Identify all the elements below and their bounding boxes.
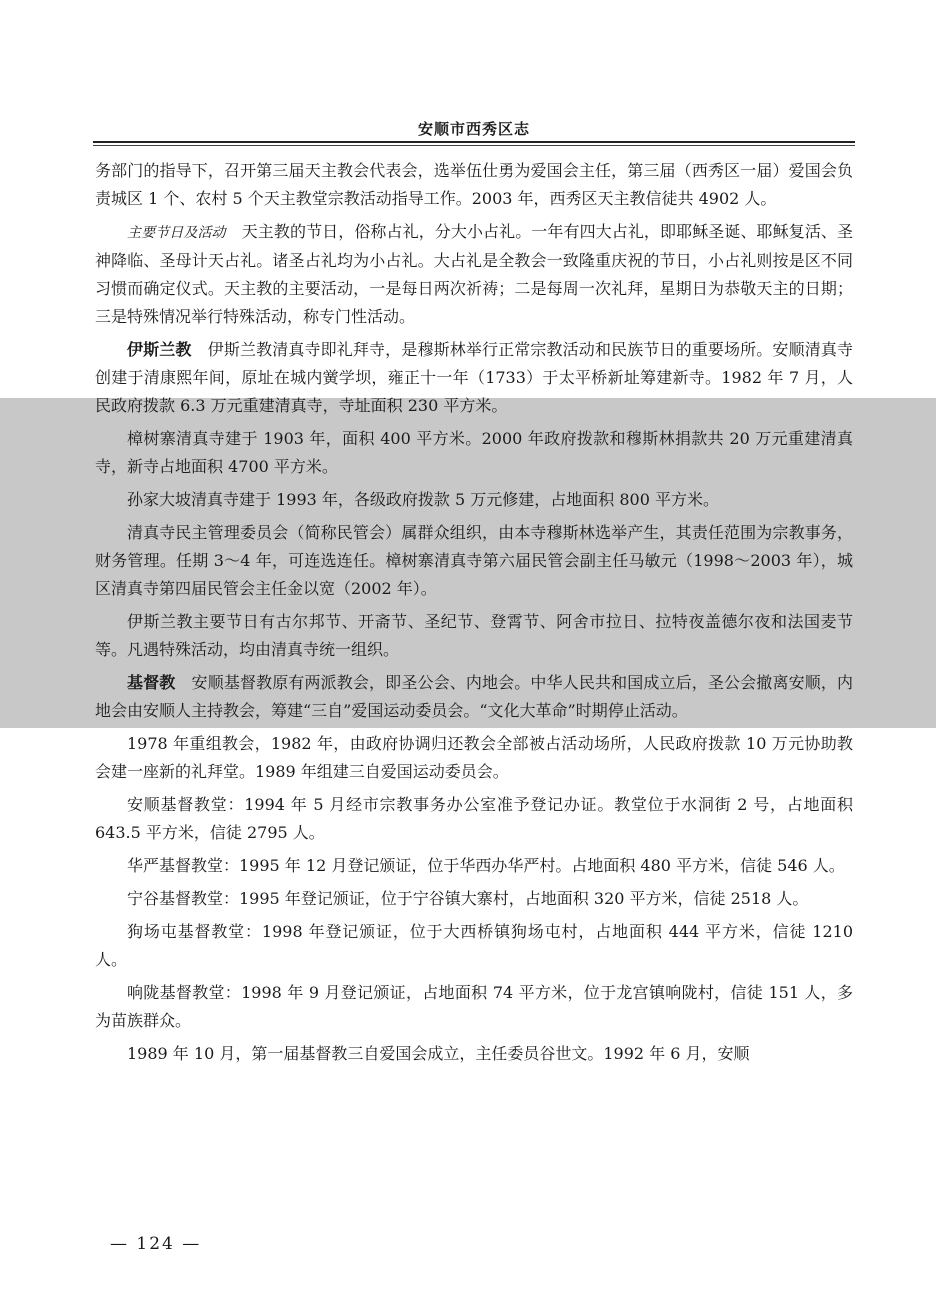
section-heading: 伊斯兰教	[127, 340, 192, 359]
paragraph: 1978 年重组教会，1982 年，由政府协调归还教会全部被占活动场所，人民政府拨款 10 万元协助教会建一座新的礼拜堂。1989 年组建三自爱国运动委员会。	[95, 734, 853, 781]
header-rule	[93, 141, 855, 143]
paragraph-islam	[95, 336, 853, 420]
paragraph: 伊斯兰教主要节日有古尔邦节、开斋节、圣纪节、登霄节、阿舍市拉日、拉特夜盖德尔夜和法国麦节等。凡遇特殊活动，均由清真寺统一组织。	[95, 612, 853, 659]
header-rule-thin	[93, 145, 855, 146]
paragraph: 孙家大坡清真寺建于 1993 年，各级政府拨款 5 万元修建，占地面积 800 平方米。	[127, 490, 719, 509]
paragraph: 1989 年 10 月，第一届基督教三自爱国会成立，主任委员谷世文。1992 年 6 月，安顺	[127, 1044, 750, 1063]
paragraph: 宁谷基督教堂：1995 年登记颁证，位于宁谷镇大寨村，占地面积 320 平方米，信徒 2518 人。	[127, 889, 809, 908]
page-number: — 124 —	[110, 1234, 202, 1254]
page-title: 安顺市西秀区志	[417, 120, 530, 138]
paragraph: 务部门的指导下，召开第三届天主教会代表会，选举伍仕勇为爱国会主任，第三届（西秀区一届）爱国会负责城区 1 个、农村 5 个天主教堂宗教活动指导工作。2003 年，西秀区天主教信徒共 4902 人。	[95, 161, 853, 208]
paragraph-text: 伊斯兰教清真寺即礼拜寺，是穆斯林举行正常宗教活动和民族节日的重要场所。安顺清真寺创建于清康熙年间，原址在城内黉学坝，雍正十一年（1733）于太平桥新址筹建新寺。1982 年 7 月，人民政府拨款 6.3 万元重建清真寺，寺址面积 230 平方米。	[95, 340, 853, 415]
paragraph: 狗场屯基督教堂：1998 年登记颁证，位于大西桥镇狗场屯村，占地面积 444 平方米，信徒 1210 人。	[95, 922, 853, 969]
paragraph: 清真寺民主管理委员会（简称民管会）属群众组织，由本寺穆斯林选举产生，其责任范围为宗教事务，财务管理。任期 3～4 年，可连选连任。樟树寨清真寺第六届民管会副主任马敏元（1998～2003 年），城区清真寺第四届民管会主任金以宽（2002 年）。	[95, 523, 853, 598]
paragraph-text: 天主教的节日，俗称占礼，分大小占礼。一年有四大占礼，即耶稣圣诞、耶稣复活、圣神降临、圣母计天占礼。诸圣占礼均为小占礼。大占礼是全教会一致隆重庆祝的节日，小占礼则按是区不同习惯而确定仪式。天主教的主要活动，一是每日两次祈祷；二是每周一次礼拜，星期日为恭敬天主的日期；三是特殊情况举行特殊活动，称专门性活动。	[95, 222, 853, 326]
paragraph-catholic-festivals	[95, 218, 853, 331]
document-body	[95, 157, 853, 1073]
paragraph: 华严基督教堂：1995 年 12 月登记颁证，位于华西办华严村。占地面积 480 平方米，信徒 546 人。	[127, 856, 845, 875]
paragraph: 响陇基督教堂：1998 年 9 月登记颁证，占地面积 74 平方米，位于龙宫镇响陇村，信徒 151 人，多为苗族群众。	[95, 983, 853, 1030]
paragraph-text: 安顺基督教原有两派教会，即圣公会、内地会。中华人民共和国成立后，圣公会撤离安顺，内地会由安顺人主持教会，筹建“三自”爱国运动委员会。“文化大革命”时期停止活动。	[95, 673, 853, 720]
section-heading: 基督教	[127, 673, 176, 692]
paragraph: 安顺基督教堂：1994 年 5 月经市宗教事务办公室准予登记办证。教堂位于水洞街 2 号，占地面积 643.5 平方米，信徒 2795 人。	[95, 795, 853, 842]
paragraph: 樟树寨清真寺建于 1903 年，面积 400 平方米。2000 年政府拨款和穆斯林捐款共 20 万元重建清真寺，新寺占地面积 4700 平方米。	[95, 429, 853, 476]
section-heading: 主要节日及活动	[127, 225, 226, 241]
paragraph-christianity	[95, 669, 853, 725]
